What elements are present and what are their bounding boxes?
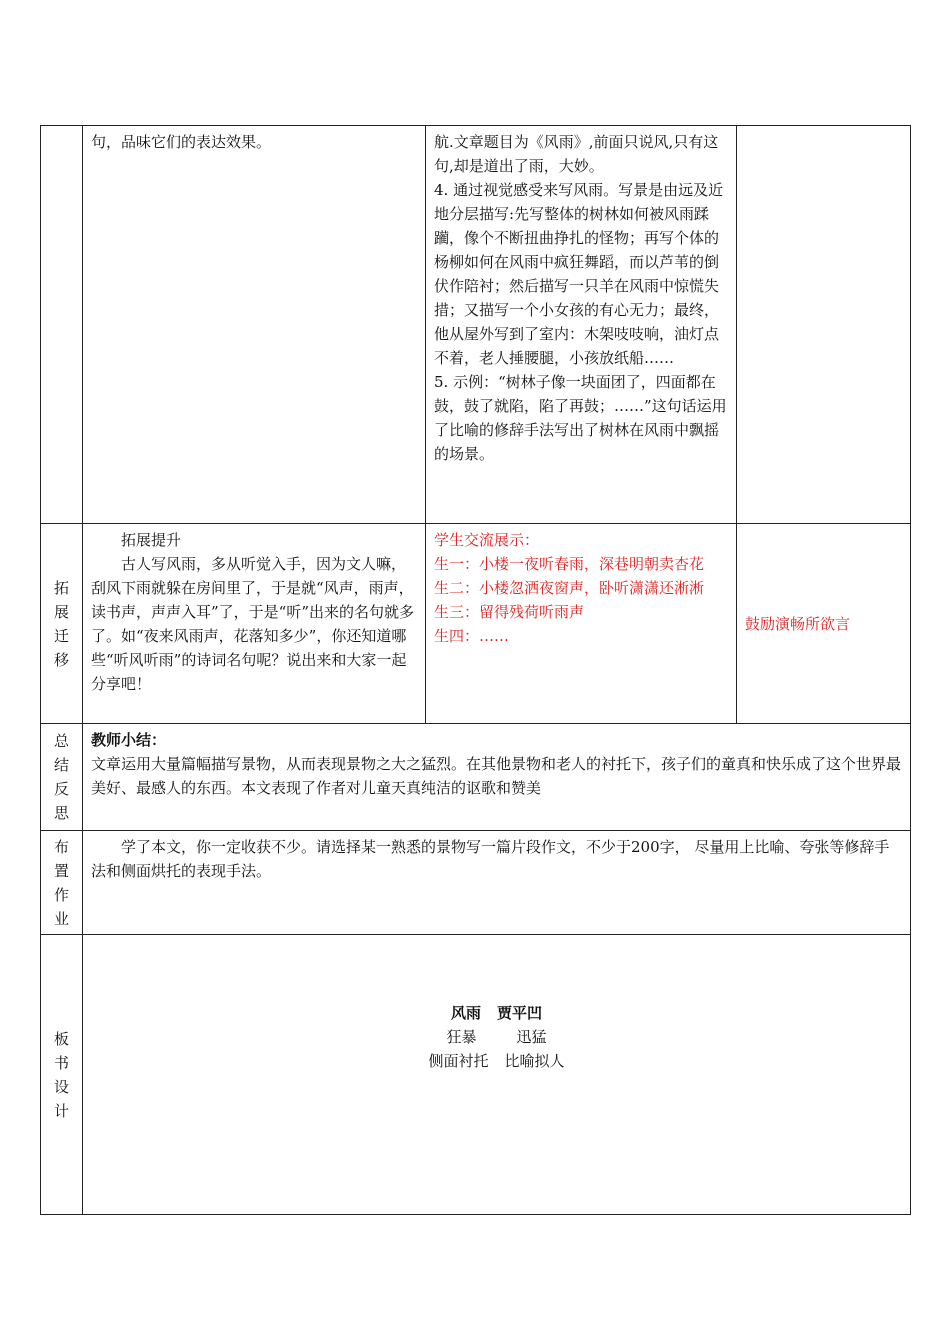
continuation-note-cell <box>737 126 911 524</box>
homework-body: 学了本文，你一定收获不少。请选择某一熟悉的景物写一篇片段作文，不少于200字， 尽量用上比喻、夸张等修辞手法和侧面烘托的表现手法。 <box>91 838 890 880</box>
board-design-cell <box>83 935 911 1215</box>
student-answer-3: 生三：留得残荷听雨声 <box>434 603 585 621</box>
continuation-row <box>41 126 911 524</box>
extension-row <box>41 524 911 724</box>
continuation-label-cell <box>41 126 83 524</box>
continuation-teacher-cell <box>83 126 426 524</box>
summary-heading: 教师小结： <box>91 731 167 749</box>
summary-cell <box>83 724 911 831</box>
extension-heading: 拓展提升 <box>121 531 182 549</box>
board-author: 贾平凹 <box>497 1004 543 1022</box>
summary-row <box>41 724 911 831</box>
summary-label: 总 结 反 思 <box>41 724 83 831</box>
board-title-line <box>83 1001 910 1025</box>
board-design-row <box>41 935 911 1215</box>
answer-paragraph-5: 5. 示例：“树林子像一块面团了，四面都在鼓，鼓了就陷，陷了再鼓；……”这句话运用了比喻的修辞手法写出了树林在风雨中飘摇的场景。 <box>434 373 727 463</box>
board-line-3: 侧面衬托 比喻拟人 <box>428 1052 565 1070</box>
continuation-answer-cell <box>426 126 737 524</box>
homework-row <box>41 831 911 935</box>
board-line-2: 狂暴 迅猛 <box>446 1028 547 1046</box>
extension-label: 拓 展 迁 移 <box>41 524 83 724</box>
student-display-cell <box>426 524 737 724</box>
answer-paragraph-4: 4. 通过视觉感受来写风雨。写景是由远及近地分层描写:先写整体的树林如何被风雨蹂躏，像个不断扭曲挣扎的怪物；再写个体的杨柳如何在风雨中疯狂舞蹈，而以芦苇的倒伏作陪衬；然后描写一只羊在风雨中惊慌失措；又描写一个小女孩的有心无力；最终，他从屋外写到了室内：木架吱吱响，油灯点不着，老人捶腰腿，小孩放纸船…… <box>434 181 724 367</box>
board-content <box>83 935 910 1073</box>
homework-label: 布 置 作 业 <box>41 831 83 935</box>
homework-cell <box>83 831 911 935</box>
board-title: 风雨 <box>450 1004 481 1022</box>
answer-paragraph-3: 航.文章题目为《风雨》,前面只说风,只有这句,却是道出了雨，大妙。 <box>434 133 719 175</box>
student-answer-4: 生四：…… <box>434 627 510 645</box>
lesson-plan-table <box>40 125 911 1215</box>
extension-body: 古人写风雨，多从听觉入手，因为文人嘛，刮风下雨就躲在房间里了，于是就“风声，雨声，读书声，声声入耳”了，于是“听”出来的名句就多了。如“夜来风雨声，花落知多少”，你还知道哪些“听风听雨”的诗词名句呢？说出来和大家一起分享吧！ <box>91 555 415 693</box>
continuation-teacher-text: 句，品味它们的表达效果。 <box>91 133 272 151</box>
board-design-label: 板 书 设 计 <box>41 935 83 1215</box>
extension-teacher-cell <box>83 524 426 724</box>
student-display-heading: 学生交流展示： <box>434 531 540 549</box>
student-answer-2: 生二：小楼忽洒夜窗声，卧听潇潇还淅淅 <box>434 579 705 597</box>
extension-note: 鼓励演畅所欲言 <box>745 614 851 633</box>
summary-body: 文章运用大量篇幅描写景物，从而表现景物之大之猛烈。在其他景物和老人的衬托下，孩子们的童真和快乐成了这个世界最美好、最感人的东西。本文表现了作者对儿童天真纯洁的讴歌和赞美 <box>91 755 902 797</box>
extension-note-cell <box>737 524 911 724</box>
student-answer-1: 生一：小楼一夜听春雨，深巷明朝卖杏花 <box>434 555 705 573</box>
